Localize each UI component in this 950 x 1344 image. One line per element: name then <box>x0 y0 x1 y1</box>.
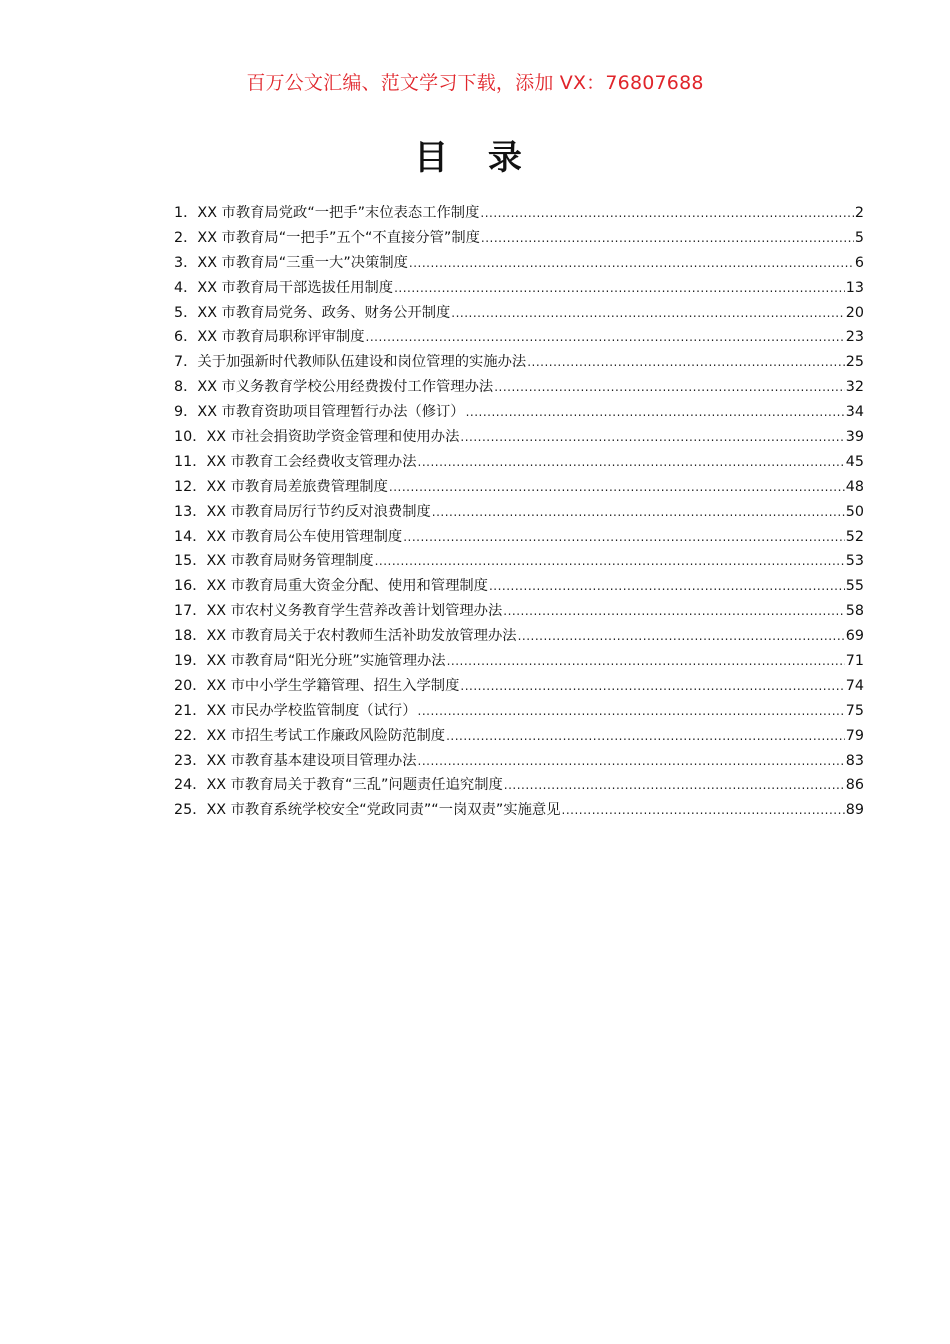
toc-entry-number: 22． <box>174 727 207 744</box>
toc-entry-page-number: 5 <box>854 229 864 246</box>
toc-entry-number: 18． <box>174 628 207 645</box>
toc-entry[interactable] <box>174 649 864 674</box>
toc-entry-page-number: 75 <box>845 702 864 719</box>
toc-entry-number: 6． <box>174 329 198 346</box>
toc-entry-title: XX 市教育局干部选拔任用制度 <box>197 279 394 296</box>
toc-entry-page-number: 25 <box>845 354 864 371</box>
toc-entry[interactable] <box>174 425 864 450</box>
toc-entry-title: XX 市教育局“阳光分班”实施管理办法 <box>206 653 446 670</box>
toc-entry-title: XX 市教育局关于教育“三乱”问题责任追究制度 <box>206 777 503 794</box>
toc-entry-title: XX 市教育局财务管理制度 <box>206 553 374 570</box>
toc-entry-number: 3． <box>174 254 198 271</box>
toc-entry[interactable] <box>174 599 864 624</box>
toc-entry[interactable] <box>174 699 864 724</box>
toc-dot-leader <box>447 649 845 674</box>
toc-dot-leader <box>480 201 853 226</box>
toc-entry-page-number: 83 <box>845 752 864 769</box>
toc-entry-page-number: 13 <box>845 279 864 296</box>
toc-entry-page-number: 34 <box>845 404 864 421</box>
toc-entry[interactable] <box>174 251 864 276</box>
toc-entry[interactable] <box>174 500 864 525</box>
toc-entry-title: XX 市教育基本建设项目管理办法 <box>206 752 417 769</box>
toc-entry-page-number: 58 <box>845 603 864 620</box>
toc-dot-leader <box>504 773 845 798</box>
toc-entry-number: 2． <box>174 229 198 246</box>
toc-entry-page-number: 23 <box>845 329 864 346</box>
toc-entry-number: 17． <box>174 603 207 620</box>
toc-entry[interactable] <box>174 350 864 375</box>
toc-entry-number: 10． <box>174 429 207 446</box>
toc-entry-number: 5． <box>174 304 198 321</box>
toc-dot-leader <box>503 599 845 624</box>
toc-dot-leader <box>418 699 845 724</box>
toc-dot-leader <box>451 301 845 326</box>
toc-entry[interactable] <box>174 226 864 251</box>
toc-entry-number: 16． <box>174 578 207 595</box>
toc-entry-title: XX 市民办学校监管制度（试行） <box>206 702 417 719</box>
toc-entry-number: 11． <box>174 453 207 470</box>
toc-entry-page-number: 69 <box>845 628 864 645</box>
toc-entry-number: 15． <box>174 553 207 570</box>
toc-dot-leader <box>460 425 844 450</box>
toc-entry-number: 13． <box>174 503 207 520</box>
toc-dot-leader <box>562 798 845 823</box>
toc-entry-page-number: 74 <box>845 677 864 694</box>
toc-entry[interactable] <box>174 450 864 475</box>
toc-entry-page-number: 45 <box>845 453 864 470</box>
toc-dot-leader <box>518 624 845 649</box>
toc-entry-title: XX 市招生考试工作廉政风险防范制度 <box>206 727 446 744</box>
toc-entry-title: XX 市教育局关于农村教师生活补助发放管理办法 <box>206 628 517 645</box>
toc-entry-number: 7． <box>174 354 198 371</box>
toc-entry-page-number: 39 <box>845 429 864 446</box>
toc-entry-page-number: 20 <box>845 304 864 321</box>
toc-entry-number: 8． <box>174 379 198 396</box>
toc-entry-title: XX 市教育工会经费收支管理办法 <box>206 453 417 470</box>
toc-dot-leader <box>466 400 845 425</box>
toc-entry-page-number: 55 <box>845 578 864 595</box>
toc-entry-title: XX 市教育局重大资金分配、使用和管理制度 <box>206 578 488 595</box>
toc-entry-number: 24． <box>174 777 207 794</box>
toc-dot-leader <box>527 350 845 375</box>
toc-dot-leader <box>481 226 854 251</box>
toc-entry[interactable] <box>174 549 864 574</box>
toc-entry-title: XX 市教育局厉行节约反对浪费制度 <box>206 503 431 520</box>
toc-entry-title: XX 市教育局“一把手”五个“不直接分管”制度 <box>197 229 480 246</box>
toc-entry[interactable] <box>174 773 864 798</box>
toc-dot-leader <box>446 724 845 749</box>
toc-entry-title: XX 市社会捐资助学资金管理和使用办法 <box>206 429 460 446</box>
toc-entry[interactable] <box>174 325 864 350</box>
toc-dot-leader <box>366 325 845 350</box>
toc-entry-number: 23． <box>174 752 207 769</box>
toc-entry-number: 12． <box>174 478 207 495</box>
toc-entry-page-number: 2 <box>854 205 864 221</box>
toc-entry[interactable] <box>174 525 864 550</box>
toc-dot-leader <box>389 475 845 500</box>
toc-entry-page-number: 79 <box>845 727 864 744</box>
toc-entry-title: XX 市教育局职称评审制度 <box>197 329 365 346</box>
toc-entry-title: XX 市中小学生学籍管理、招生入学制度 <box>206 677 460 694</box>
toc-dot-leader <box>432 500 845 525</box>
toc-entry-page-number: 6 <box>854 254 864 271</box>
toc-dot-leader <box>489 574 845 599</box>
toc-entry-number: 19． <box>174 653 207 670</box>
toc-entry[interactable] <box>174 798 864 823</box>
toc-entry-title: XX 市农村义务教育学生营养改善计划管理办法 <box>206 603 503 620</box>
toc-dot-leader <box>460 674 844 699</box>
toc-entry[interactable] <box>174 400 864 425</box>
toc-entry-number: 4． <box>174 279 198 296</box>
toc-entry-page-number: 89 <box>845 802 864 819</box>
toc-entry-title: XX 市教育局差旅费管理制度 <box>206 478 388 495</box>
toc-entry[interactable] <box>174 674 864 699</box>
header-banner: 百万公文汇编、范文学习下载，添加 VX：76807688 <box>246 72 704 94</box>
toc-entry-title: XX 市教育局公车使用管理制度 <box>206 528 403 545</box>
toc-entry-page-number: 53 <box>845 553 864 570</box>
toc-entry-page-number: 71 <box>845 653 864 670</box>
toc-entry-title: XX 市教育局党政“一把手”末位表态工作制度 <box>197 205 480 221</box>
toc-entry-page-number: 48 <box>845 478 864 495</box>
toc-entry-number: 14． <box>174 528 207 545</box>
toc-dot-leader <box>418 450 845 475</box>
toc-dot-leader <box>403 525 845 550</box>
toc-entry[interactable] <box>174 624 864 649</box>
toc-entry-title: 关于加强新时代教师队伍建设和岗位管理的实施办法 <box>197 354 527 371</box>
toc-entry[interactable] <box>174 475 864 500</box>
page-title: 目 录 <box>414 138 536 178</box>
toc-entry[interactable] <box>174 724 864 749</box>
toc-entry-title: XX 市义务教育学校公用经费拨付工作管理办法 <box>197 379 494 396</box>
toc-entry-page-number: 52 <box>845 528 864 545</box>
toc-dot-leader <box>494 375 845 400</box>
toc-entry-title: XX 市教育系统学校安全“党政同责”“一岗双责”实施意见 <box>206 802 561 819</box>
toc-dot-leader <box>394 276 845 301</box>
toc-entry-title: XX 市教育局党务、政务、财务公开制度 <box>197 304 451 321</box>
toc-entry-number: 20． <box>174 677 207 694</box>
toc-dot-leader <box>418 749 845 774</box>
toc-entry-number: 1． <box>174 205 198 221</box>
toc-entry[interactable] <box>174 276 864 301</box>
toc-entry[interactable] <box>174 201 864 226</box>
toc-entry[interactable] <box>174 375 864 400</box>
toc-entry-page-number: 50 <box>845 503 864 520</box>
toc-entry[interactable] <box>174 574 864 599</box>
toc-entry[interactable] <box>174 749 864 774</box>
toc-entry-page-number: 86 <box>845 777 864 794</box>
toc-dot-leader <box>409 251 854 276</box>
toc-entry-page-number: 32 <box>845 379 864 396</box>
toc-entry[interactable] <box>174 301 864 326</box>
toc-entry-title: XX 市教育局“三重一大”决策制度 <box>197 254 408 271</box>
toc-entry-number: 25． <box>174 802 207 819</box>
toc-entry-number: 9． <box>174 404 198 421</box>
toc-dot-leader <box>375 549 845 574</box>
toc-entry-number: 21． <box>174 702 207 719</box>
toc-entry-title: XX 市教育资助项目管理暂行办法（修订） <box>197 404 465 421</box>
table-of-contents <box>174 201 864 823</box>
